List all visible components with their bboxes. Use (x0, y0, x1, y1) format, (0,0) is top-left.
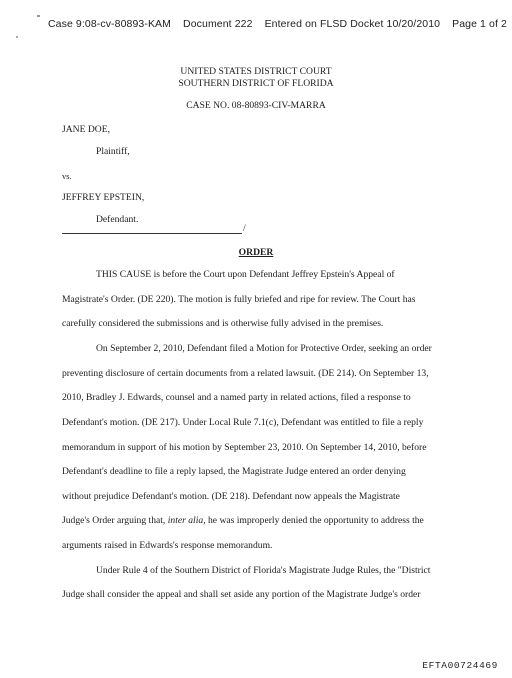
body-line: Judge shall consider the appeal and shall set aside any portion of the Magistrate Judge's order (62, 589, 421, 600)
body-text-span: , he was improperly denied the opportunity to address the (203, 515, 424, 526)
body-line: memorandum in support of his motion by September 23, 2010. On September 14, 2010, before (62, 442, 427, 453)
bates-number: EFTA00724469 (422, 660, 498, 671)
caption-divider-line (62, 233, 242, 234)
body-line: arguments raised in Edwards's response memorandum. (62, 540, 273, 551)
body-line: Under Rule 4 of the Southern District of Florida's Magistrate Judge Rules, the "District (96, 565, 431, 576)
court-name-line2: SOUTHERN DISTRICT OF FLORIDA (178, 78, 334, 89)
versus-label: vs. (62, 171, 72, 181)
body-line: On September 2, 2010, Defendant filed a Motion for Protective Order, seeking an order (96, 343, 432, 354)
scan-speck (16, 36, 18, 38)
body-line: without prejudice Defendant's motion. (DE 218). Defendant now appeals the Magistrate (62, 491, 400, 502)
order-title: ORDER (238, 247, 274, 258)
header-page: Page 1 of 2 (452, 18, 507, 30)
body-line: Magistrate's Order. (DE 220). The motion is fully briefed and ripe for review. The Court has (62, 294, 416, 305)
docket-header (48, 18, 512, 30)
plaintiff-role: Plaintiff, (96, 146, 130, 157)
caption-slash: / (243, 223, 246, 234)
case-number: CASE NO. 08-80893-CIV-MARRA (186, 100, 326, 111)
header-entered: Entered on FLSD Docket 10/20/2010 (264, 18, 441, 30)
body-text-span: Judge's Order arguing that, (62, 515, 168, 526)
body-line (62, 515, 424, 526)
body-line: 2010, Bradley J. Edwards, counsel and a named party in related actions, filed a response to (62, 392, 411, 403)
defendant-name: JEFFREY EPSTEIN, (62, 192, 145, 203)
header-case: Case 9:08-cv-80893-KAM (48, 18, 172, 30)
italic-term: inter alia (167, 515, 204, 526)
body-line: carefully considered the submissions and is otherwise fully advised in the premises. (62, 318, 384, 329)
defendant-role: Defendant. (96, 214, 139, 225)
court-name-line1: UNITED STATES DISTRICT COURT (180, 66, 332, 77)
body-line: Defendant's motion. (DE 217). Under Local Rule 7.1(c), Defendant was entitled to file a reply (62, 417, 424, 428)
plaintiff-name: JANE DOE, (62, 124, 110, 135)
header-document: Document 222 (183, 18, 253, 30)
body-line: Defendant's deadline to file a reply lapsed, the Magistrate Judge entered an order denying (62, 466, 406, 477)
body-line: THIS CAUSE is before the Court upon Defendant Jeffrey Epstein's Appeal of (96, 269, 395, 280)
body-line: preventing disclosure of certain documents from a related lawsuit. (DE 214). On September 13, (62, 368, 429, 379)
scan-speck (37, 15, 40, 17)
